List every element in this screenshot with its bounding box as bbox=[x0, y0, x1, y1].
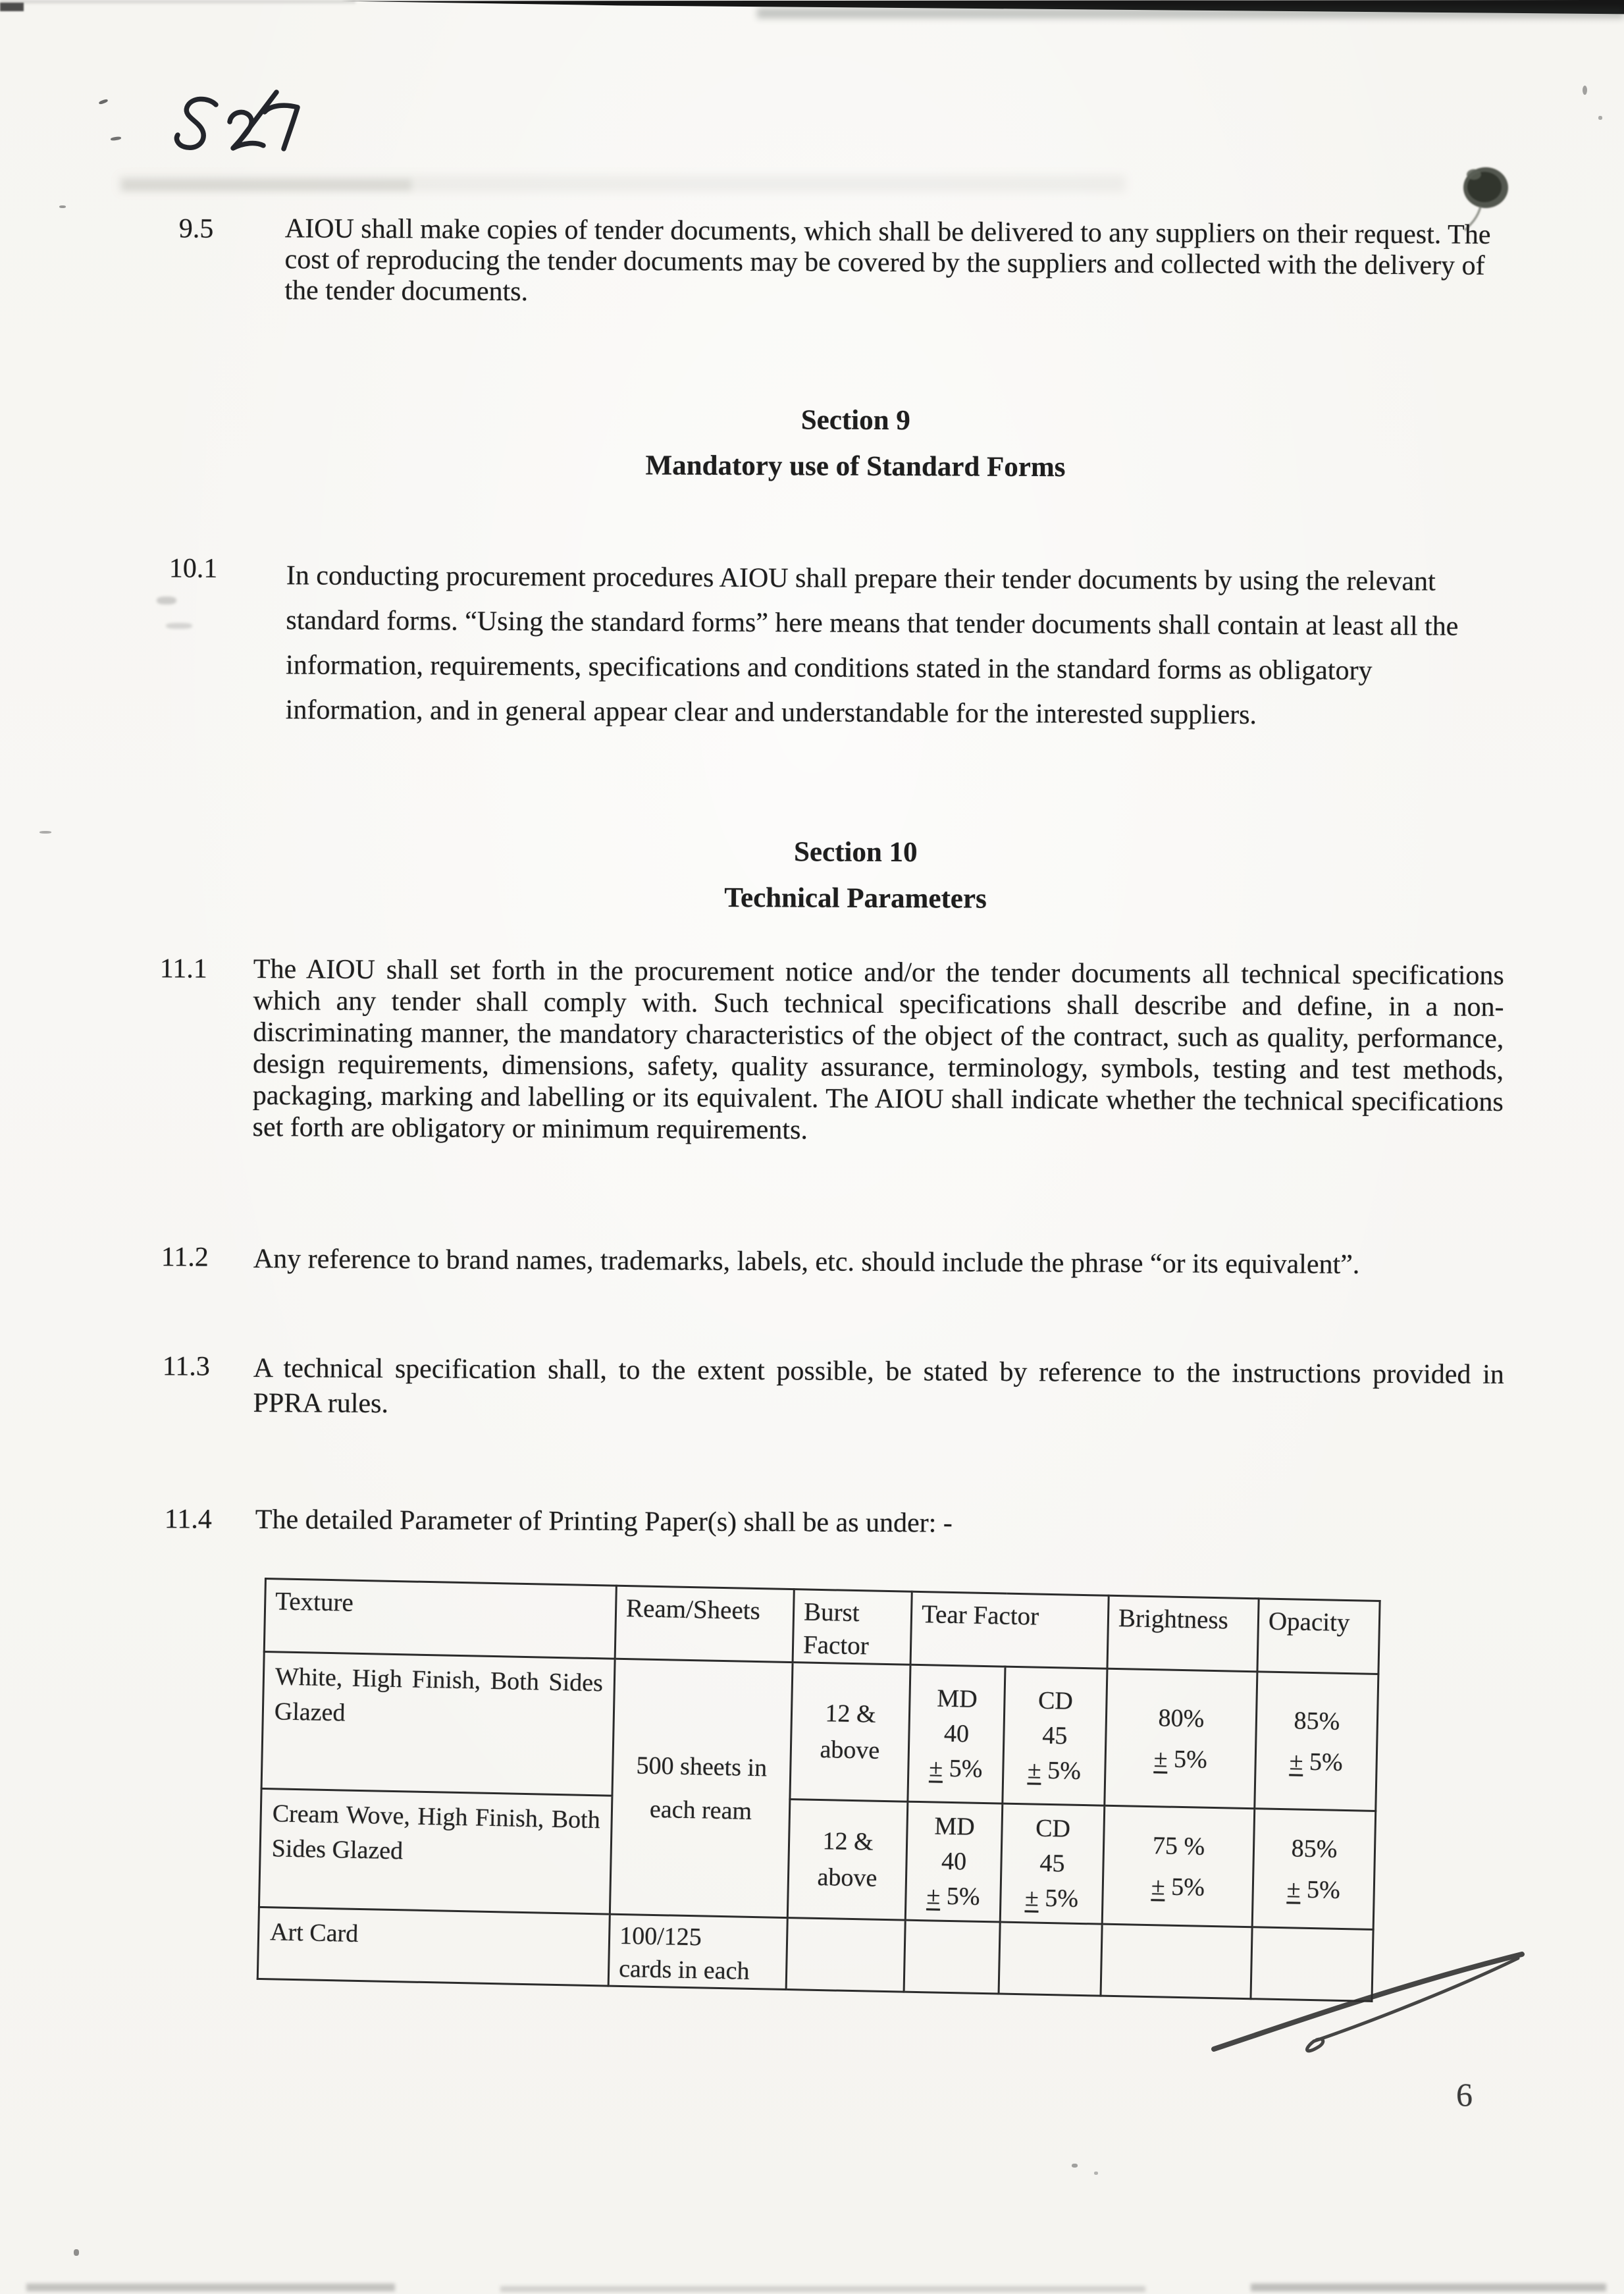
header-ream-sheets: Ream/Sheets bbox=[615, 1586, 794, 1662]
ink-speck bbox=[1094, 2172, 1098, 2175]
opacity-cell: 85% ± 5% bbox=[1255, 1672, 1378, 1811]
clause-text: Any reference to brand names, trademarks, labels, etc. should include the phrase “or its equivalent”. bbox=[253, 1244, 1360, 1280]
empty-cell bbox=[999, 1922, 1102, 1996]
empty-cell bbox=[786, 1918, 905, 1992]
scan-artifact-top-sliver bbox=[0, 0, 355, 3]
page-number: 6 bbox=[1456, 2076, 1473, 2113]
section-9-heading bbox=[276, 395, 1435, 493]
clause-11-2 bbox=[0, 1240, 1624, 1280]
handwritten-digit-7 bbox=[265, 105, 298, 149]
clause-11-1 bbox=[0, 952, 1624, 1146]
texture-cell: Cream Wove, High Finish, Both Sides Glazed bbox=[259, 1788, 612, 1914]
tear-cd-cell: CD 45 ± 5% bbox=[1003, 1667, 1107, 1805]
handwritten-slash bbox=[236, 92, 276, 146]
clause-text: The AIOU shall set forth in the procurement notice and/or the tender documents all technical specifications which any tender shall comply with. Such technical specifications shall describe and define, in a non-discriminating manner, the mandatory characteristics of the object of the contract, such as quality, performance, design requirements, dimensions, safety, quality assurance, terminology, symbols, testing and test methods, packaging, marking and labelling or its equivalent. The AIOU shall indicate whether the technical specifications set forth are obligatory or minimum requirements. bbox=[252, 954, 1504, 1146]
tear-md-cell: MD 40 ± 5% bbox=[905, 1801, 1003, 1922]
table-row bbox=[261, 1652, 1378, 1811]
clause-text: The detailed Parameter of Printing Paper(s) shall be as under: - bbox=[255, 1505, 953, 1539]
ink-speck bbox=[1583, 86, 1587, 95]
clause-number: 10.1 bbox=[169, 553, 218, 584]
smudge-mark bbox=[157, 597, 176, 604]
clause-10-1 bbox=[0, 552, 1624, 730]
pencil-speck bbox=[39, 831, 51, 834]
clause-text: In conducting procurement procedures AIOU shall prepare their tender documents by using the relevant standard forms. “Using the standard forms” here means that tender documents shall contain at least all the information, requirements, specifications and conditions stated in the standard forms as obligatory information, and in general appear clear and understandable for the interested suppliers. bbox=[285, 560, 1459, 730]
burst-factor-cell: 12 & above bbox=[787, 1800, 908, 1921]
clause-number: 11.3 bbox=[162, 1351, 210, 1382]
signature-scribble bbox=[1203, 1950, 1532, 2059]
pencil-speck bbox=[59, 205, 66, 208]
table-row bbox=[259, 1788, 1375, 1929]
handwritten-digit-5 bbox=[176, 99, 216, 147]
opacity-cell: 85% ± 5% bbox=[1252, 1809, 1376, 1930]
burst-factor-cell: 12 & above bbox=[790, 1663, 910, 1802]
clause-9-5 bbox=[0, 212, 1624, 307]
pencil-speck bbox=[111, 136, 122, 141]
header-brightness: Brightness bbox=[1107, 1595, 1259, 1672]
empty-cell bbox=[904, 1920, 1000, 1994]
clause-number: 11.2 bbox=[161, 1242, 209, 1273]
clause-11-4 bbox=[0, 1503, 1624, 1539]
section-subtitle: Technical Parameters bbox=[724, 882, 987, 915]
scan-artifact-bottom-edge bbox=[1251, 2283, 1606, 2291]
header-burst-factor: Burst Factor bbox=[793, 1589, 912, 1665]
header-texture: Texture bbox=[264, 1579, 616, 1659]
tear-cd-cell: CD 45 ± 5% bbox=[1000, 1803, 1105, 1924]
pencil-speck bbox=[99, 99, 109, 105]
header-opacity: Opacity bbox=[1257, 1599, 1380, 1674]
tear-md-cell: MD 40 ± 5% bbox=[908, 1665, 1005, 1803]
scan-artifact-bottom-edge bbox=[26, 2283, 395, 2291]
ream-sheets-cell: 100/125 cards in each bbox=[608, 1914, 787, 1989]
handwritten-note bbox=[165, 82, 316, 184]
brightness-cell: 75 % ± 5% bbox=[1102, 1805, 1255, 1927]
clause-number: 9.5 bbox=[178, 213, 214, 244]
clause-number: 11.1 bbox=[159, 953, 207, 984]
clause-number: 11.4 bbox=[164, 1504, 212, 1535]
section-title: Section 9 bbox=[800, 404, 910, 437]
scan-artifact-bottom-edge bbox=[500, 2286, 1145, 2292]
clause-text: A technical specification shall, to the extent possible, be stated by reference to the instructions provided in PPRA rules. bbox=[253, 1353, 1504, 1420]
header-tear-factor: Tear Factor bbox=[910, 1591, 1109, 1668]
section-title: Section 10 bbox=[793, 836, 918, 868]
section-subtitle: Mandatory use of Standard Forms bbox=[645, 450, 1066, 483]
ink-speck bbox=[1598, 116, 1602, 120]
ink-speck bbox=[1072, 2164, 1078, 2168]
scan-artifact-corner bbox=[0, 3, 24, 11]
scan-artifact-top-shadow bbox=[757, 8, 1624, 18]
printing-paper-parameters-table bbox=[257, 1578, 1381, 2002]
clause-text: AIOU shall make copies of tender documents, which shall be delivered to any suppliers on their request. The cost of reproducing the tender documents may be covered by the suppliers and collected with the delivery of the tender documents. bbox=[284, 213, 1491, 307]
smudge-mark bbox=[166, 623, 192, 629]
clause-11-3 bbox=[0, 1350, 1624, 1420]
texture-cell: Art Card bbox=[257, 1907, 610, 1986]
ream-sheets-cell: 500 sheets in each ream bbox=[610, 1659, 793, 1917]
texture-cell: White, High Finish, Both Sides Glazed bbox=[261, 1652, 615, 1796]
ink-speck bbox=[74, 2249, 79, 2256]
brightness-cell: 80% ± 5% bbox=[1105, 1668, 1257, 1809]
section-10-heading bbox=[276, 827, 1435, 924]
